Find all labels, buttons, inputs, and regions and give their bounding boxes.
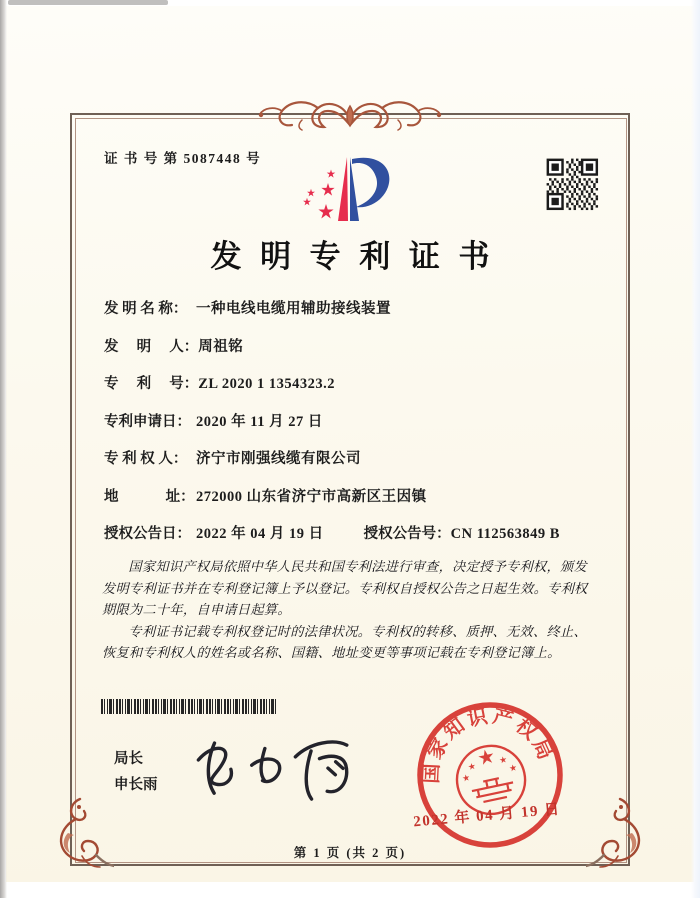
field-row-address	[104, 489, 604, 506]
field-label: 地 址：	[104, 488, 195, 505]
certificate-fields	[104, 301, 604, 564]
cnipa-logo-icon	[284, 149, 402, 231]
field-label: 发 明 名 称：	[104, 301, 188, 317]
field-value: 2020 年 11 月 27 日	[196, 413, 323, 430]
seal-date: 2022 年 04 月 19 日	[412, 801, 562, 831]
certificate-number: 证 书 号 第 5087448 号	[104, 151, 262, 166]
page-number: 第 1 页 (共 2 页)	[293, 846, 407, 860]
barcode-icon	[101, 699, 279, 714]
field-row-patent-number	[104, 376, 604, 393]
scan-edge-left	[0, 0, 7, 898]
top-flourish-icon	[256, 94, 444, 138]
field-row-patentee	[104, 451, 604, 468]
field-value: 济宁市刚强线缆有限公司	[196, 451, 361, 467]
scan-edge-right	[691, 0, 700, 898]
qr-code-icon	[545, 157, 602, 214]
field-value: 一种电线电缆用辅助接线装置	[196, 301, 391, 317]
signer-name: 申长雨	[114, 777, 158, 793]
handwritten-signature-icon	[186, 728, 362, 812]
field-label: 授权公告日：	[104, 526, 191, 542]
signer-block	[114, 746, 158, 798]
field-row-grant-date-and-number	[104, 526, 604, 543]
field-value: 272000 山东省济宁市高新区王因镇	[196, 488, 427, 505]
field-label: 专利申请日：	[104, 413, 191, 430]
field-value: ZL 2020 1 1354323.2	[198, 376, 336, 392]
field-label: 授权公告号：	[363, 526, 451, 542]
field-label: 专 利 权 人：	[104, 451, 188, 467]
corner-flourish-icon-right	[586, 793, 654, 873]
corner-flourish-icon-left	[46, 793, 114, 873]
scan-artifact	[8, 0, 168, 5]
legal-paragraph: 国家知识产权局依照中华人民共和国专利法进行审查，决定授予专利权，颁发发明专利证书并在专利登记簿上予以登记。专利权自授权公告之日起生效。专利权期限为二十年，自申请日起算。	[102, 559, 588, 617]
field-row-inventor	[104, 339, 604, 356]
field-value: 2022 年 04 月 19 日	[196, 526, 324, 542]
page-title: 发明专利证书	[210, 239, 509, 274]
field-row-filing-date	[104, 414, 604, 431]
field-value: CN 112563849 B	[450, 526, 560, 542]
field-row-invention-name	[104, 301, 604, 318]
signer-title: 局长	[114, 751, 143, 767]
field-label: 专 利 号：	[104, 376, 199, 392]
grant-number-group	[364, 526, 560, 542]
seal-text: 国家知识产权局	[418, 703, 560, 785]
field-label: 发 明 人：	[104, 338, 199, 355]
legal-text	[102, 556, 596, 664]
svg-text:国家知识产权局	[405, 690, 560, 790]
legal-paragraph: 专利证书记载专利权登记时的法律状况。专利权的转移、质押、无效、终止、恢复和专利权人的姓名或名称、国籍、地址变更等事项记载在专利登记簿上。	[102, 623, 587, 660]
field-value: 周祖铭	[198, 338, 244, 355]
